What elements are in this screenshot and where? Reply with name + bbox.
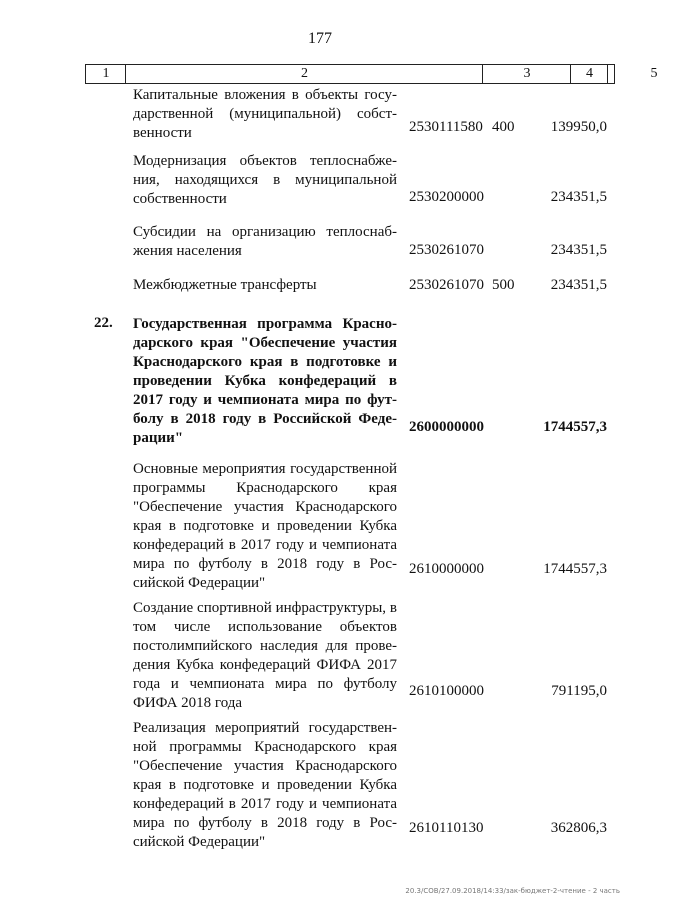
header-right-border [614,65,615,83]
row-code: 2610000000 [409,561,484,577]
row-description: Модернизация объектов теплоснабжения, находящихся в муниципальной собственности [133,153,397,207]
header-col-1: 1 [85,65,126,83]
row-type: 500 [492,277,515,293]
header-col-5: 5 [607,65,700,83]
row-code: 2530200000 [409,189,484,205]
table-header [85,64,658,84]
row-code: 2610110130 [409,820,484,836]
document-footer: 20.3/СОВ/27.09.2018/14:33/зак-бюджет-2-чтение - 2 часть [405,887,620,895]
row-amount: 1744557,3 [543,419,607,435]
row-amount: 1744557,3 [543,561,607,577]
row-code: 2530261070 [409,277,484,293]
page-number: 177 [308,30,332,47]
row-amount: 362806,3 [550,820,607,836]
row-code: 2600000000 [409,419,484,435]
header-col-4: 4 [570,65,608,83]
row-description: Межбюджетные трансферты [133,277,317,293]
row-description: Реализация мероприятий государственной программы Краснодарского края "Обеспечение участия Краснодарского края в подготовке и проведении Кубка конфедераций в 2017 году и чемпионата мира по футболу в 2018 году в Российской Федерации" [133,720,397,850]
row-amount: 234351,5 [550,189,607,205]
row-amount: 139950,0 [550,119,607,135]
header-col-2: 2 [125,65,483,83]
row-amount: 234351,5 [550,277,607,293]
header-col-3: 3 [482,65,571,83]
row-code: 2530111580 [409,119,483,135]
row-description: Создание спортивной инфраструктуры, в том числе использование объектов постолимпийского наследия для проведения Кубка конфедераций ФИФА 2017 года и чемпионата мира по футболу ФИФА 2018 года [133,600,397,711]
row-description: Капитальные вложения в объекты государственной (муниципальной) собственности [133,87,397,141]
row-code: 2610100000 [409,683,484,699]
row-description: Субсидии на организацию теплоснабжения населения [133,224,397,259]
row-number: 22. [94,315,113,331]
row-description: Государственная программа Краснодарского края "Обеспечение участия Краснодарского края в подготовке и проведении Кубка конфедераций в 2017 году и чемпионата мира по футболу в 2018 году в Российской Федерации" [133,316,397,446]
row-amount: 791195,0 [551,683,607,699]
row-amount: 234351,5 [550,242,607,258]
row-description: Основные мероприятия государственной программы Краснодарского края "Обеспечение участия Краснодарского края в подготовке и проведении Кубка конфедераций в 2017 году и чемпионата мира по футболу в 2018 году в Российской Федерации" [133,461,397,591]
row-type: 400 [492,119,515,135]
row-code: 2530261070 [409,242,484,258]
